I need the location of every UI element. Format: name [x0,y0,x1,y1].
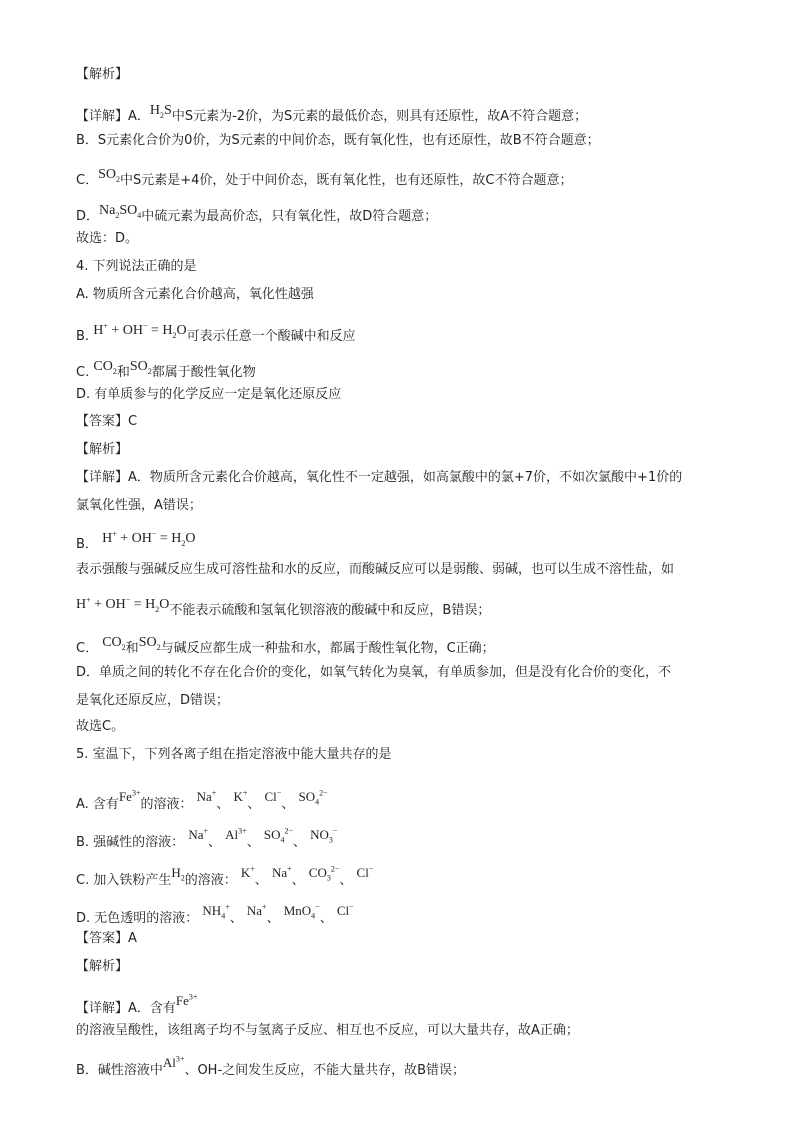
q5-option-a: A. 含有$Fe^{3+}$的溶液： Na+、 K+、 Cl−、 $SO_4^{2-}$ [76,788,328,812]
q4-answer: 【答案】C [76,414,138,429]
q5-detail-a-1: 【详解】A．含有$Fe^{3+}$ [76,992,198,1016]
q5-detail-a-2: 的溶液呈酸性，该组离子均不与氢离子反应、相互也不反应，可以大量共存，故A正确； [76,1023,579,1038]
ion-no3: $NO_3^-$ [310,826,338,845]
ion-na: Na+ [196,788,217,804]
detail-line-h2s: 【详解】A．$H_2S$中S元素为-2价，为S元素的最低价态，则具有还原性，故A不符合题意； [76,103,588,124]
ion-nh4: $NH_4^+$ [202,902,230,921]
q4-option-c: C. $CO_2$和$SO_2$都属于酸性氧化物 [76,359,256,380]
ion-mno4: MnO$_4$− [283,902,320,921]
ion-cl: Cl− [356,864,374,880]
formula-co2: $CO_2$ [102,635,126,652]
ion-cl: Cl− [264,788,282,804]
q4-detail-b-2: $H^+ + OH^- = H_2O$不能表示硫酸和氢氧化钡溶液的酸碱中和反应，B错误； [76,595,491,618]
ion-co3: $CO_3^{2-}$ [308,864,340,883]
q5-answer: 【答案】A [76,931,137,946]
q4-option-d: D. 有单质参与的化学反应一定是氧化还原反应 [76,387,342,402]
formula-co2: $CO_2$ [93,359,117,376]
ion-na: Na+ [271,864,292,880]
detail-line-na2so4: D．$Na_2SO_4$中硫元素为最高价态，只有氧化性，故D符合题意； [76,203,438,224]
q5-option-c: C. 加入铁粉产生$H_2$的溶液： K+、 Na+、 $CO_3^{2-}$、 Cl− [76,864,374,888]
ion-na: Na+ [188,826,209,842]
q5-option-d: D. 无色透明的溶液： $NH_4^+$、 Na+、 MnO$_4$−、 Cl− [76,902,354,926]
detail-line-s: B．S元素化合价为0价，为S元素的中间价态，既有氧化性，也有还原性，故B不符合题意； [76,133,600,148]
analysis-heading-1: 【解析】 [76,67,129,82]
ion-na: Na+ [246,902,267,918]
q4-conclusion: 故选C。 [76,719,125,734]
q5-option-b: B. 强碱性的溶液： Na+、 $Al^{3+}$、 $SO_4^{2-}$、 $NO_3^-$ [76,826,338,850]
formula-neutralization: $H^+ + OH^- = H_2O$ [76,595,170,614]
q4-detail-a-1: 【详解】A．物质所含元素化合价越高，氧化性不一定越强，如高氯酸中的氯+7价，不如次氯酸中+1价的 [76,470,683,485]
formula-h2: $H_2$ [171,865,185,883]
ion-so4: $SO_4^{2-}$ [298,788,328,807]
q4-detail-b-formula: B． $H^+ + OH^- = H_2O$ [76,529,196,552]
q4-detail-a-2: 氯氧化性强，A错误； [76,498,202,513]
formula-neutralization: $H^+ + OH^- = H_2O$ [102,529,196,548]
formula-h2s: $H_2S$ [149,103,172,120]
q5-detail-b: B．碱性溶液中$Al^{3+}$、OH-之间发生反应，不能大量共存，故B错误； [76,1054,466,1078]
ion-k: K+ [233,788,248,804]
formula-na2so4: $Na_2SO_4$ [99,203,142,220]
q4-option-b: B. $H^+ + OH^- = H_2O$可表示任意一个酸碱中和反应 [76,321,356,344]
ion-so4: $SO_4^{2-}$ [263,826,293,845]
ion-al3: $Al^{3+}$ [225,826,247,842]
q4-detail-d-2: 是氧化还原反应，D错误； [76,693,230,708]
q4-option-a: A. 物质所含元素化合价越高，氧化性越强 [76,287,314,302]
q4-detail-b-1: 表示强酸与强碱反应生成可溶性盐和水的反应，而酸碱反应可以是弱酸、弱碱，也可以生成不溶性盐，如 [76,562,675,577]
formula-so2: $SO_2$ [129,359,152,376]
ion-k: K+ [240,864,255,880]
formula-so2: $SO_2$ [98,167,120,184]
formula-so2: $SO_2$ [138,635,161,652]
answer-choice-d: 故选：D。 [76,231,139,246]
detail-line-so2: C．$SO_2$中S元素是+4价，处于中间价态，既有氧化性，也有还原性，故C不符合题意； [76,167,573,188]
formula-neutralization: $H^+ + OH^- = H_2O$ [93,321,187,340]
analysis-heading-3: 【解析】 [76,959,129,974]
question-4-title: 4. 下列说法正确的是 [76,259,197,274]
ion-fe3: $Fe^{3+}$ [175,992,198,1008]
ion-fe3: $Fe^{3+}$ [118,788,141,804]
analysis-heading-2: 【解析】 [76,442,129,457]
ion-al3: $Al^{3+}$ [162,1054,185,1070]
question-5-title: 5. 室温下，下列各离子组在指定溶液中能大量共存的是 [76,747,392,762]
q4-detail-d-1: D．单质之间的转化不存在化合价的变化，如氧气转化为臭氧，有单质参加，但是没有化合价的变化，不 [76,665,672,680]
q4-detail-c: C． $CO_2$和$SO_2$与碱反应都生成一种盐和水，都属于酸性氧化物，C正确； [76,635,495,656]
ion-cl: Cl− [336,902,354,918]
